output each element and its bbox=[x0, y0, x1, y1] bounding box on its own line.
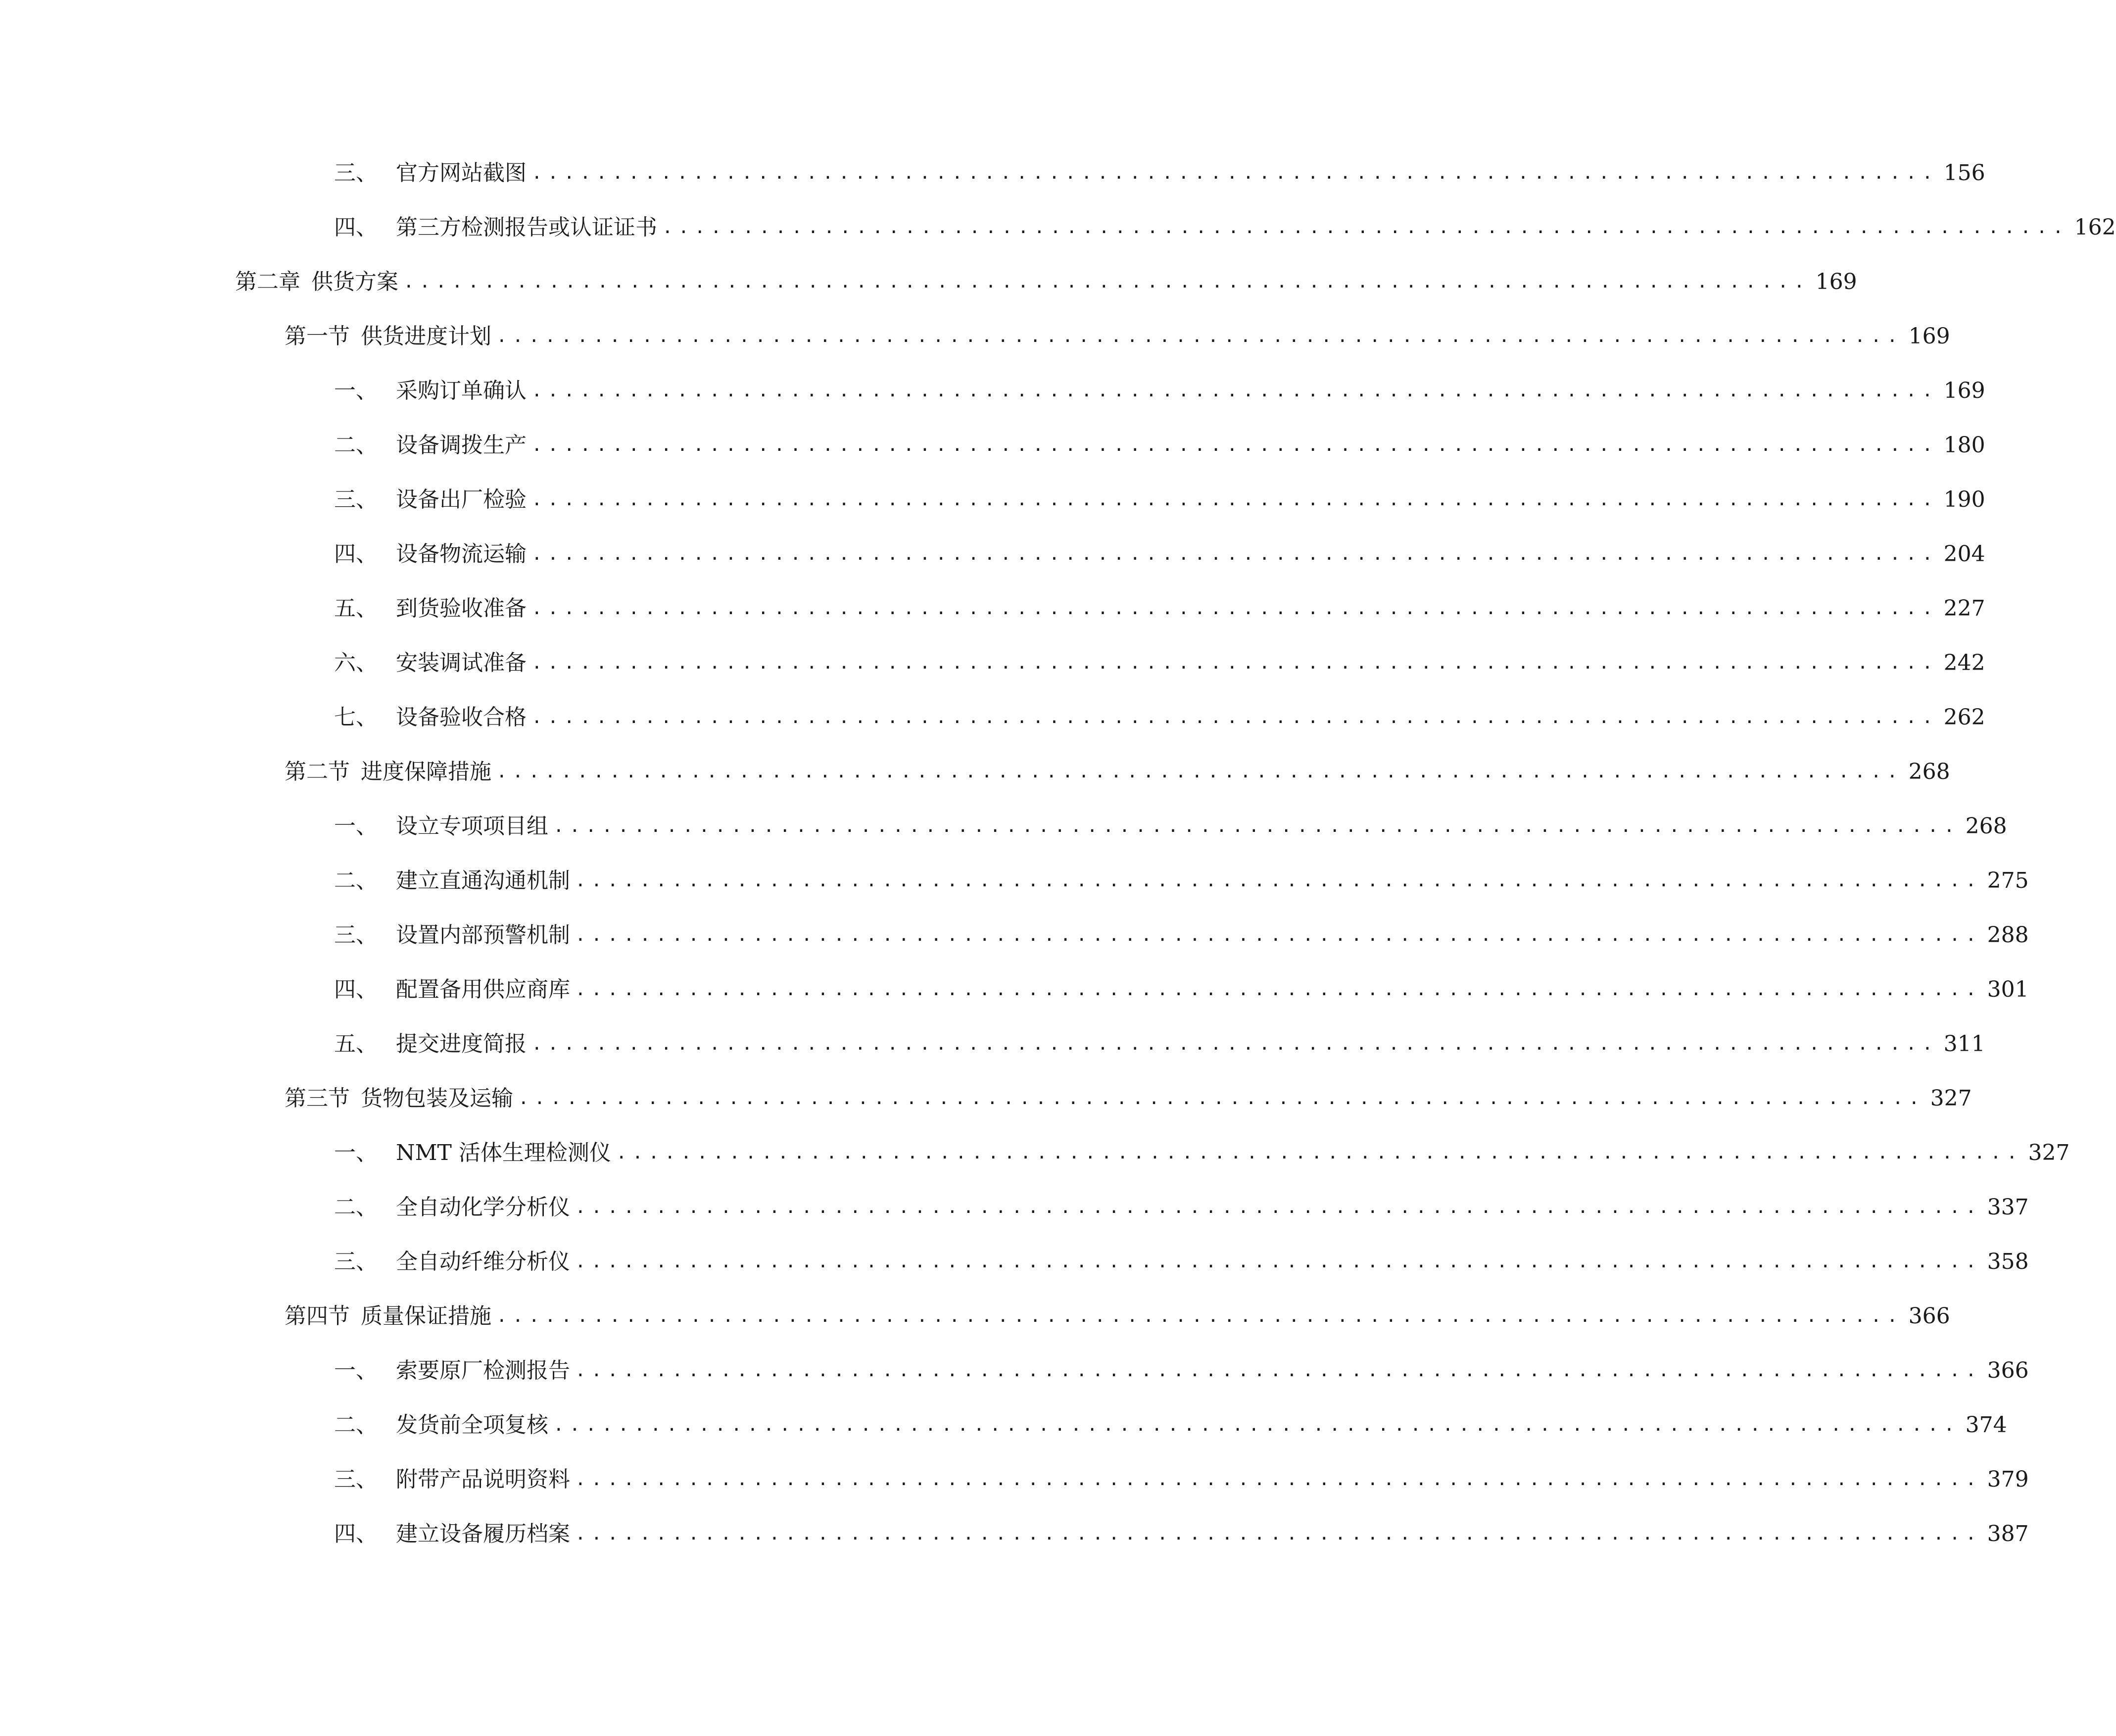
toc-leader-dots: ....................................................................................... bbox=[616, 1143, 2023, 1163]
toc-entry[interactable] bbox=[334, 1133, 2070, 1173]
toc-entry-number: 三、 bbox=[334, 922, 378, 948]
toc-entry-page: 162 bbox=[2074, 215, 2116, 240]
toc-entry-title: 全自动化学分析仪 bbox=[396, 1195, 570, 1220]
toc-leader-dots: ....................................................................................... bbox=[575, 1360, 1982, 1381]
toc-leader-dots: ....................................................................................... bbox=[575, 870, 1982, 891]
toc-entry-title: 提交进度简报 bbox=[396, 1031, 527, 1057]
toc-entry[interactable] bbox=[334, 480, 1985, 520]
toc-leader-dots: ....................................................................................... bbox=[531, 544, 1938, 564]
toc-entry[interactable] bbox=[334, 371, 1985, 411]
toc-entry-number: 一、 bbox=[334, 378, 378, 403]
toc-entry[interactable] bbox=[334, 534, 1985, 574]
toc-entry-title: 全自动纤维分析仪 bbox=[396, 1249, 570, 1274]
toc-entry-label: 第三节 bbox=[285, 1086, 350, 1111]
toc-entry-page: 379 bbox=[1987, 1467, 2029, 1492]
toc-entry-title: 建立设备履历档案 bbox=[396, 1521, 570, 1546]
toc-entry-title: 设备调拨生产 bbox=[396, 433, 527, 458]
toc-leader-dots: ....................................................................................... bbox=[531, 707, 1938, 727]
toc-leader-dots: ....................................................................................... bbox=[662, 217, 2069, 238]
toc-entry-title: 货物包装及运输 bbox=[361, 1086, 513, 1111]
toc-entry-page: 204 bbox=[1943, 541, 1985, 567]
toc-leader-dots: ....................................................................................... bbox=[575, 1197, 1982, 1217]
toc-entry-title: 进度保障措施 bbox=[361, 759, 491, 784]
toc-entry-number: 四、 bbox=[334, 215, 378, 240]
toc-entry-number: 二、 bbox=[334, 868, 378, 893]
toc-entry-title: 官方网站截图 bbox=[396, 160, 527, 186]
toc-entry-page: 374 bbox=[1965, 1412, 2007, 1438]
toc-entry-title: 供货方案 bbox=[311, 269, 398, 294]
toc-leader-dots: ....................................................................................... bbox=[575, 1524, 1982, 1544]
toc-leader-dots: ....................................................................................... bbox=[531, 381, 1938, 401]
toc-entry-label: 第二章 bbox=[235, 269, 300, 294]
toc-entry-number: 六、 bbox=[334, 650, 378, 675]
toc-entry-number: 一、 bbox=[334, 1358, 378, 1383]
toc-entry-title: 设置内部预警机制 bbox=[396, 922, 570, 948]
toc-entry-page: 169 bbox=[1815, 269, 1857, 294]
toc-entry-number: 四、 bbox=[334, 541, 378, 567]
toc-entry-page: 180 bbox=[1943, 433, 1985, 458]
toc-leader-dots: ....................................................................................... bbox=[575, 1252, 1982, 1272]
toc-entry-page: 366 bbox=[1987, 1358, 2029, 1383]
toc-entry-title: 供货进度计划 bbox=[361, 324, 491, 349]
toc-leader-dots: ....................................................................................... bbox=[575, 1469, 1982, 1490]
toc-entry[interactable] bbox=[334, 1351, 2029, 1391]
toc-entry[interactable] bbox=[334, 208, 2116, 247]
toc-section-entry[interactable] bbox=[285, 317, 1950, 356]
toc-entry-title: 采购订单确认 bbox=[396, 378, 527, 403]
toc-entry-number: 三、 bbox=[334, 487, 378, 512]
toc-entry-page: 288 bbox=[1987, 922, 2029, 948]
toc-entry-title: 索要原厂检测报告 bbox=[396, 1358, 570, 1383]
toc-entry-title: 建立直通沟通机制 bbox=[396, 868, 570, 893]
toc-entry[interactable] bbox=[334, 1188, 2029, 1227]
toc-leader-dots: ....................................................................................... bbox=[496, 1306, 1903, 1326]
toc-entry-number: 三、 bbox=[334, 1249, 378, 1274]
toc-entry-page: 190 bbox=[1943, 487, 1985, 512]
toc-entry[interactable] bbox=[334, 1460, 2029, 1499]
toc-entry-page: 337 bbox=[1987, 1195, 2029, 1220]
toc-entry-title: 第三方检测报告或认证证书 bbox=[396, 215, 657, 240]
toc-leader-dots: ....................................................................................... bbox=[496, 326, 1903, 346]
toc-entry-number: 三、 bbox=[334, 160, 378, 186]
toc-entry-title: 安装调试准备 bbox=[396, 650, 527, 675]
toc-entry-label: 第四节 bbox=[285, 1303, 350, 1329]
toc-entry-page: 366 bbox=[1908, 1303, 1950, 1329]
toc-entry[interactable] bbox=[334, 589, 1985, 628]
toc-entry[interactable] bbox=[334, 1024, 1985, 1064]
toc-entry-page: 156 bbox=[1943, 160, 1985, 186]
toc-entry-title: 发货前全项复核 bbox=[396, 1412, 548, 1438]
toc-leader-dots: ....................................................................................... bbox=[575, 925, 1982, 945]
toc-leader-dots: ....................................................................................... bbox=[531, 489, 1938, 510]
toc-entry-number: 一、 bbox=[334, 814, 378, 839]
toc-entry[interactable] bbox=[334, 1514, 2029, 1554]
toc-entry-page: 268 bbox=[1965, 814, 2007, 839]
toc-entry-page: 358 bbox=[1987, 1249, 2029, 1274]
toc-entry-page: 268 bbox=[1908, 759, 1950, 784]
toc-entry-title: 质量保证措施 bbox=[361, 1303, 491, 1329]
toc-entry-label: 第一节 bbox=[285, 324, 350, 349]
toc-section-entry[interactable] bbox=[285, 752, 1950, 792]
toc-leader-dots: ....................................................................................... bbox=[553, 1415, 1960, 1435]
toc-entry-page: 301 bbox=[1987, 977, 2029, 1002]
toc-entry-page: 262 bbox=[1943, 705, 1985, 730]
toc-leader-dots: ....................................................................................... bbox=[575, 979, 1982, 1000]
toc-chapter-entry[interactable] bbox=[235, 262, 1857, 302]
toc-leader-dots: ....................................................................................... bbox=[553, 816, 1960, 836]
toc-entry-number: 二、 bbox=[334, 1412, 378, 1438]
toc-entry-label: 第二节 bbox=[285, 759, 350, 784]
toc-leader-dots: ....................................................................................... bbox=[531, 1034, 1938, 1054]
toc-section-entry[interactable] bbox=[285, 1079, 1972, 1118]
toc-entry-title: 到货验收准备 bbox=[396, 596, 527, 621]
toc-entry-page: 242 bbox=[1943, 650, 1985, 675]
toc-entry[interactable] bbox=[334, 1242, 2029, 1282]
toc-leader-dots: ....................................................................................... bbox=[496, 762, 1903, 782]
toc-entry-page: 169 bbox=[1908, 324, 1950, 349]
toc-entry[interactable] bbox=[334, 426, 1985, 465]
toc-entry[interactable] bbox=[334, 916, 2029, 955]
toc-entry-number: 二、 bbox=[334, 433, 378, 458]
toc-entry-page: 327 bbox=[2028, 1140, 2070, 1165]
toc-section-entry[interactable] bbox=[285, 1297, 1950, 1336]
toc-entry-title: 设备物流运输 bbox=[396, 541, 527, 567]
toc-entry-title: NMT 活体生理检测仪 bbox=[396, 1140, 611, 1165]
toc-leader-dots: ....................................................................................... bbox=[531, 163, 1938, 183]
toc-entry[interactable] bbox=[334, 861, 2029, 901]
toc-entry-page: 327 bbox=[1930, 1086, 1972, 1111]
toc-entry-page: 169 bbox=[1943, 378, 1985, 403]
toc-entry-number: 四、 bbox=[334, 977, 378, 1002]
toc-entry[interactable] bbox=[334, 970, 2029, 1010]
toc-entry-page: 387 bbox=[1987, 1521, 2029, 1546]
toc-leader-dots: ....................................................................................... bbox=[531, 435, 1938, 455]
toc-entry[interactable] bbox=[334, 643, 1985, 683]
toc-entry-title: 配置备用供应商库 bbox=[396, 977, 570, 1002]
toc-entry-page: 227 bbox=[1943, 596, 1985, 621]
toc-entry[interactable] bbox=[334, 698, 1985, 737]
toc-leader-dots: ....................................................................................... bbox=[531, 598, 1938, 619]
toc-entry-number: 七、 bbox=[334, 705, 378, 730]
toc-entry[interactable] bbox=[334, 807, 2007, 846]
toc-entry-number: 五、 bbox=[334, 596, 378, 621]
toc-entry-number: 五、 bbox=[334, 1031, 378, 1057]
toc-entry-title: 设立专项项目组 bbox=[396, 814, 548, 839]
toc-entry-number: 四、 bbox=[334, 1521, 378, 1546]
toc-entry-title: 设备出厂检验 bbox=[396, 487, 527, 512]
toc-entry-number: 三、 bbox=[334, 1467, 378, 1492]
toc-entry-number: 一、 bbox=[334, 1140, 378, 1165]
toc-entry-title: 设备验收合格 bbox=[396, 705, 527, 730]
toc-leader-dots: ....................................................................................... bbox=[403, 272, 1810, 292]
toc-entry-page: 275 bbox=[1987, 868, 2029, 893]
toc-leader-dots: ....................................................................................... bbox=[531, 653, 1938, 673]
toc-leader-dots: ....................................................................................... bbox=[518, 1088, 1925, 1109]
toc-entry-page: 311 bbox=[1943, 1031, 1985, 1057]
toc-entry[interactable] bbox=[334, 153, 1985, 193]
toc-entry[interactable] bbox=[334, 1405, 2007, 1445]
toc-entry-title: 附带产品说明资料 bbox=[396, 1467, 570, 1492]
toc-entry-number: 二、 bbox=[334, 1195, 378, 1220]
